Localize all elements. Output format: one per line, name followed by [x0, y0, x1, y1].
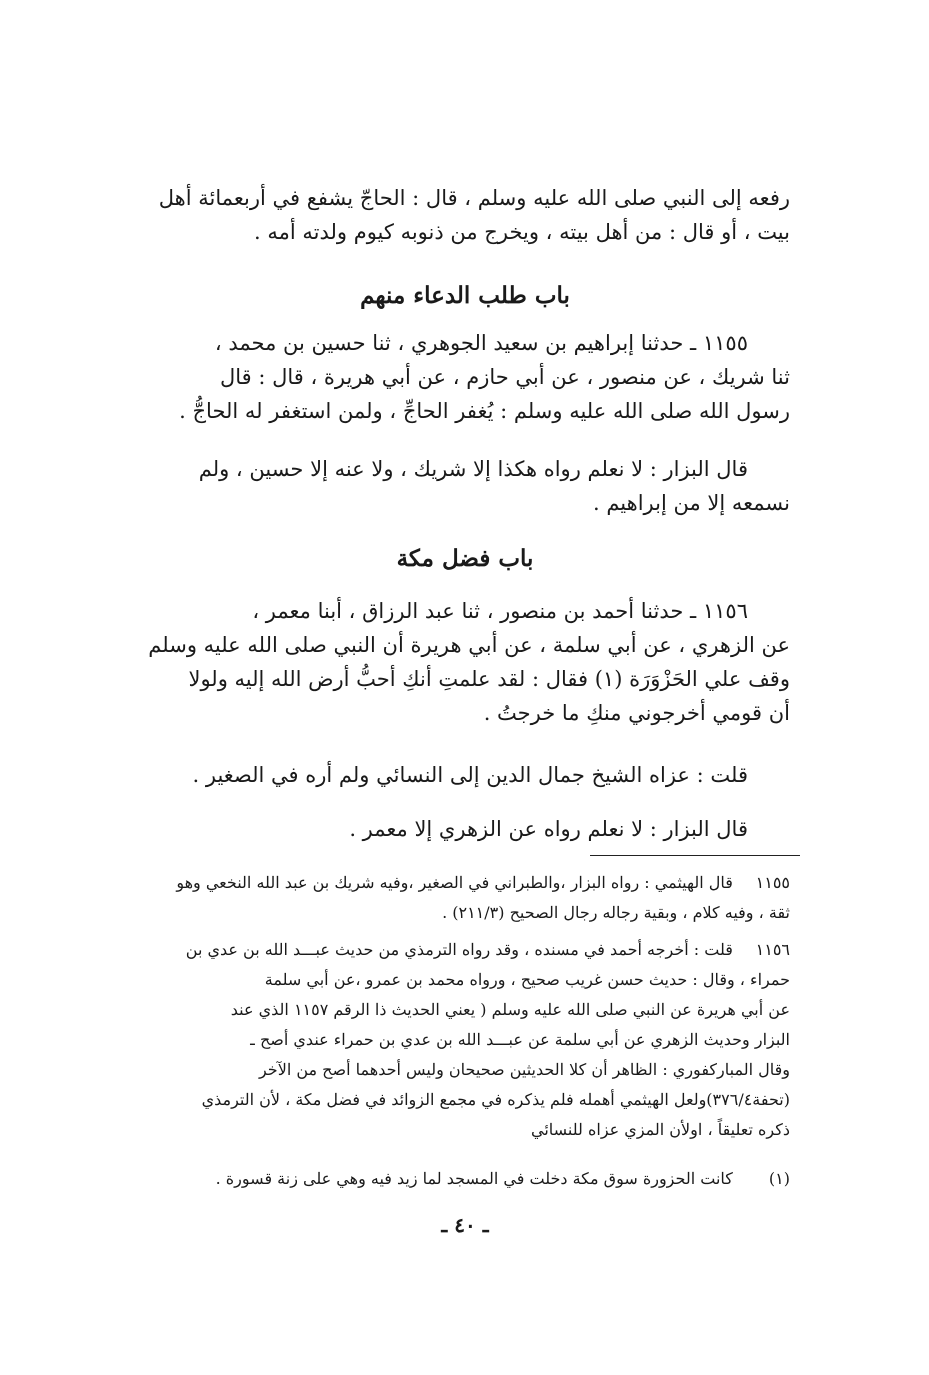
- text-line: ثنا شريك ، عن منصور ، عن أبي حازم ، عن أبي هريرة ، قال : قال: [219, 365, 790, 389]
- text-line: نسمعه إلا من إبراهيم .: [592, 491, 790, 515]
- hadith-1156: [140, 594, 790, 730]
- footnote-line: حمراء ، وقال : حديث حسن غريب صحيح ، ورواه محمد بن عمرو ،عن أبي سلمة: [264, 970, 790, 989]
- footnote-1156: [140, 935, 790, 1145]
- section-heading: باب فضل مكة: [396, 545, 534, 572]
- footnote-line: [140, 935, 790, 965]
- hadith-1155: [140, 326, 790, 428]
- text-line: قال البزار : لا نعلم رواه عن الزهري إلا معمر .: [349, 817, 748, 841]
- text-line: بيت ، أو قال : من أهل بيته ، ويخرج من ذنوبه كيوم ولدته أمه .: [254, 220, 790, 244]
- text-line: وقف علي الحَزْوَرَة (١) فقال : لقد علمتِ أنكِ أحبُّ أرض الله إليه ولولا: [188, 667, 790, 691]
- text-line: ١١٥٥ ـ حدثنا إبراهيم بن سعيد الجوهري ، ثنا حسين بن محمد ،: [214, 331, 748, 355]
- footnote-divider: [590, 855, 800, 856]
- footnote-line: (تحفة٣٧٦/٤)ولعل الهيثمي أهمله فلم يذكره في مجمع الزوائد في فضل مكة ، لأن الترمذي: [201, 1090, 790, 1109]
- footnote-1155: [140, 868, 790, 928]
- intro-paragraph: [140, 181, 790, 249]
- footnote-line: ثقة ، وفيه كلام ، وبقية رجاله رجال الصحيح (٢١١/٣) .: [442, 903, 790, 922]
- text-line: قال البزار : لا نعلم رواه هكذا إلا شريك ، ولا عنه إلا حسين ، ولم: [198, 457, 748, 481]
- page-number: ـ ٤٠ ـ: [441, 1213, 489, 1237]
- footnote-hazwara: [140, 1164, 790, 1194]
- footnote-line: وقال المباركفوري : الظاهر أن كلا الحديثين صحيحان وليس أحدهما أصح من الآخر: [258, 1060, 790, 1079]
- author-note-1156: [140, 758, 790, 792]
- text-line: قلت : عزاه الشيخ جمال الدين إلى النسائي ولم أره في الصغير .: [192, 763, 748, 787]
- bazzar-note-1156: [140, 812, 790, 846]
- footnote-line: ذكره تعليقاً ، اولأن المزي عزاه للنسائي: [530, 1120, 790, 1139]
- text-line: أن قومي أخرجوني منكِ ما خرجتُ .: [483, 701, 790, 725]
- footnote-line: [140, 1164, 790, 1194]
- footnote-number: ١١٥٦: [755, 940, 790, 959]
- footnote-text: كانت الحزورة سوق مكة دخلت في المسجد لما زيد فيه وهي على زنة قسورة .: [215, 1169, 733, 1188]
- footnote-text: قلت : أخرجه أحمد في مسنده ، وقد رواه الترمذي من حديث عبـــد الله بن عدي بن: [185, 940, 733, 959]
- bazzar-note-1155: [140, 452, 790, 520]
- text-line: رفعه إلى النبي صلى الله عليه وسلم ، قال : الحاجّ يشفع في أربعمائة أهل: [158, 186, 790, 210]
- footnote-line: [140, 868, 790, 898]
- footnote-line: البزار وحديث الزهري عن أبي سلمة عن عبـــد الله بن عدي بن حمراء عندي أصح ـ: [250, 1030, 790, 1049]
- section-heading: باب طلب الدعاء منهم: [360, 282, 570, 309]
- text-line: رسول الله صلى الله عليه وسلم : يُغفر الحاجِّ ، ولمن استغفر له الحاجُّ .: [179, 399, 790, 423]
- text-line: عن الزهري ، عن أبي سلمة ، عن أبي هريرة أن النبي صلى الله عليه وسلم: [148, 633, 790, 657]
- text-line: ١١٥٦ ـ حدثنا أحمد بن منصور ، ثنا عبد الرزاق ، أبنا معمر ،: [252, 599, 748, 623]
- footnote-number: (١): [768, 1169, 790, 1188]
- footnote-number: ١١٥٥: [755, 873, 790, 892]
- footnote-text: قال الهيثمي : رواه البزار ،والطبراني في الصغير ،وفيه شريك بن عبد الله النخعي وهو: [176, 873, 733, 892]
- footnote-line: عن أبي هريرة عن النبي صلى الله عليه وسلم ( يعني الحديث ذا الرقم ١١٥٧ الذي عند: [230, 1000, 790, 1019]
